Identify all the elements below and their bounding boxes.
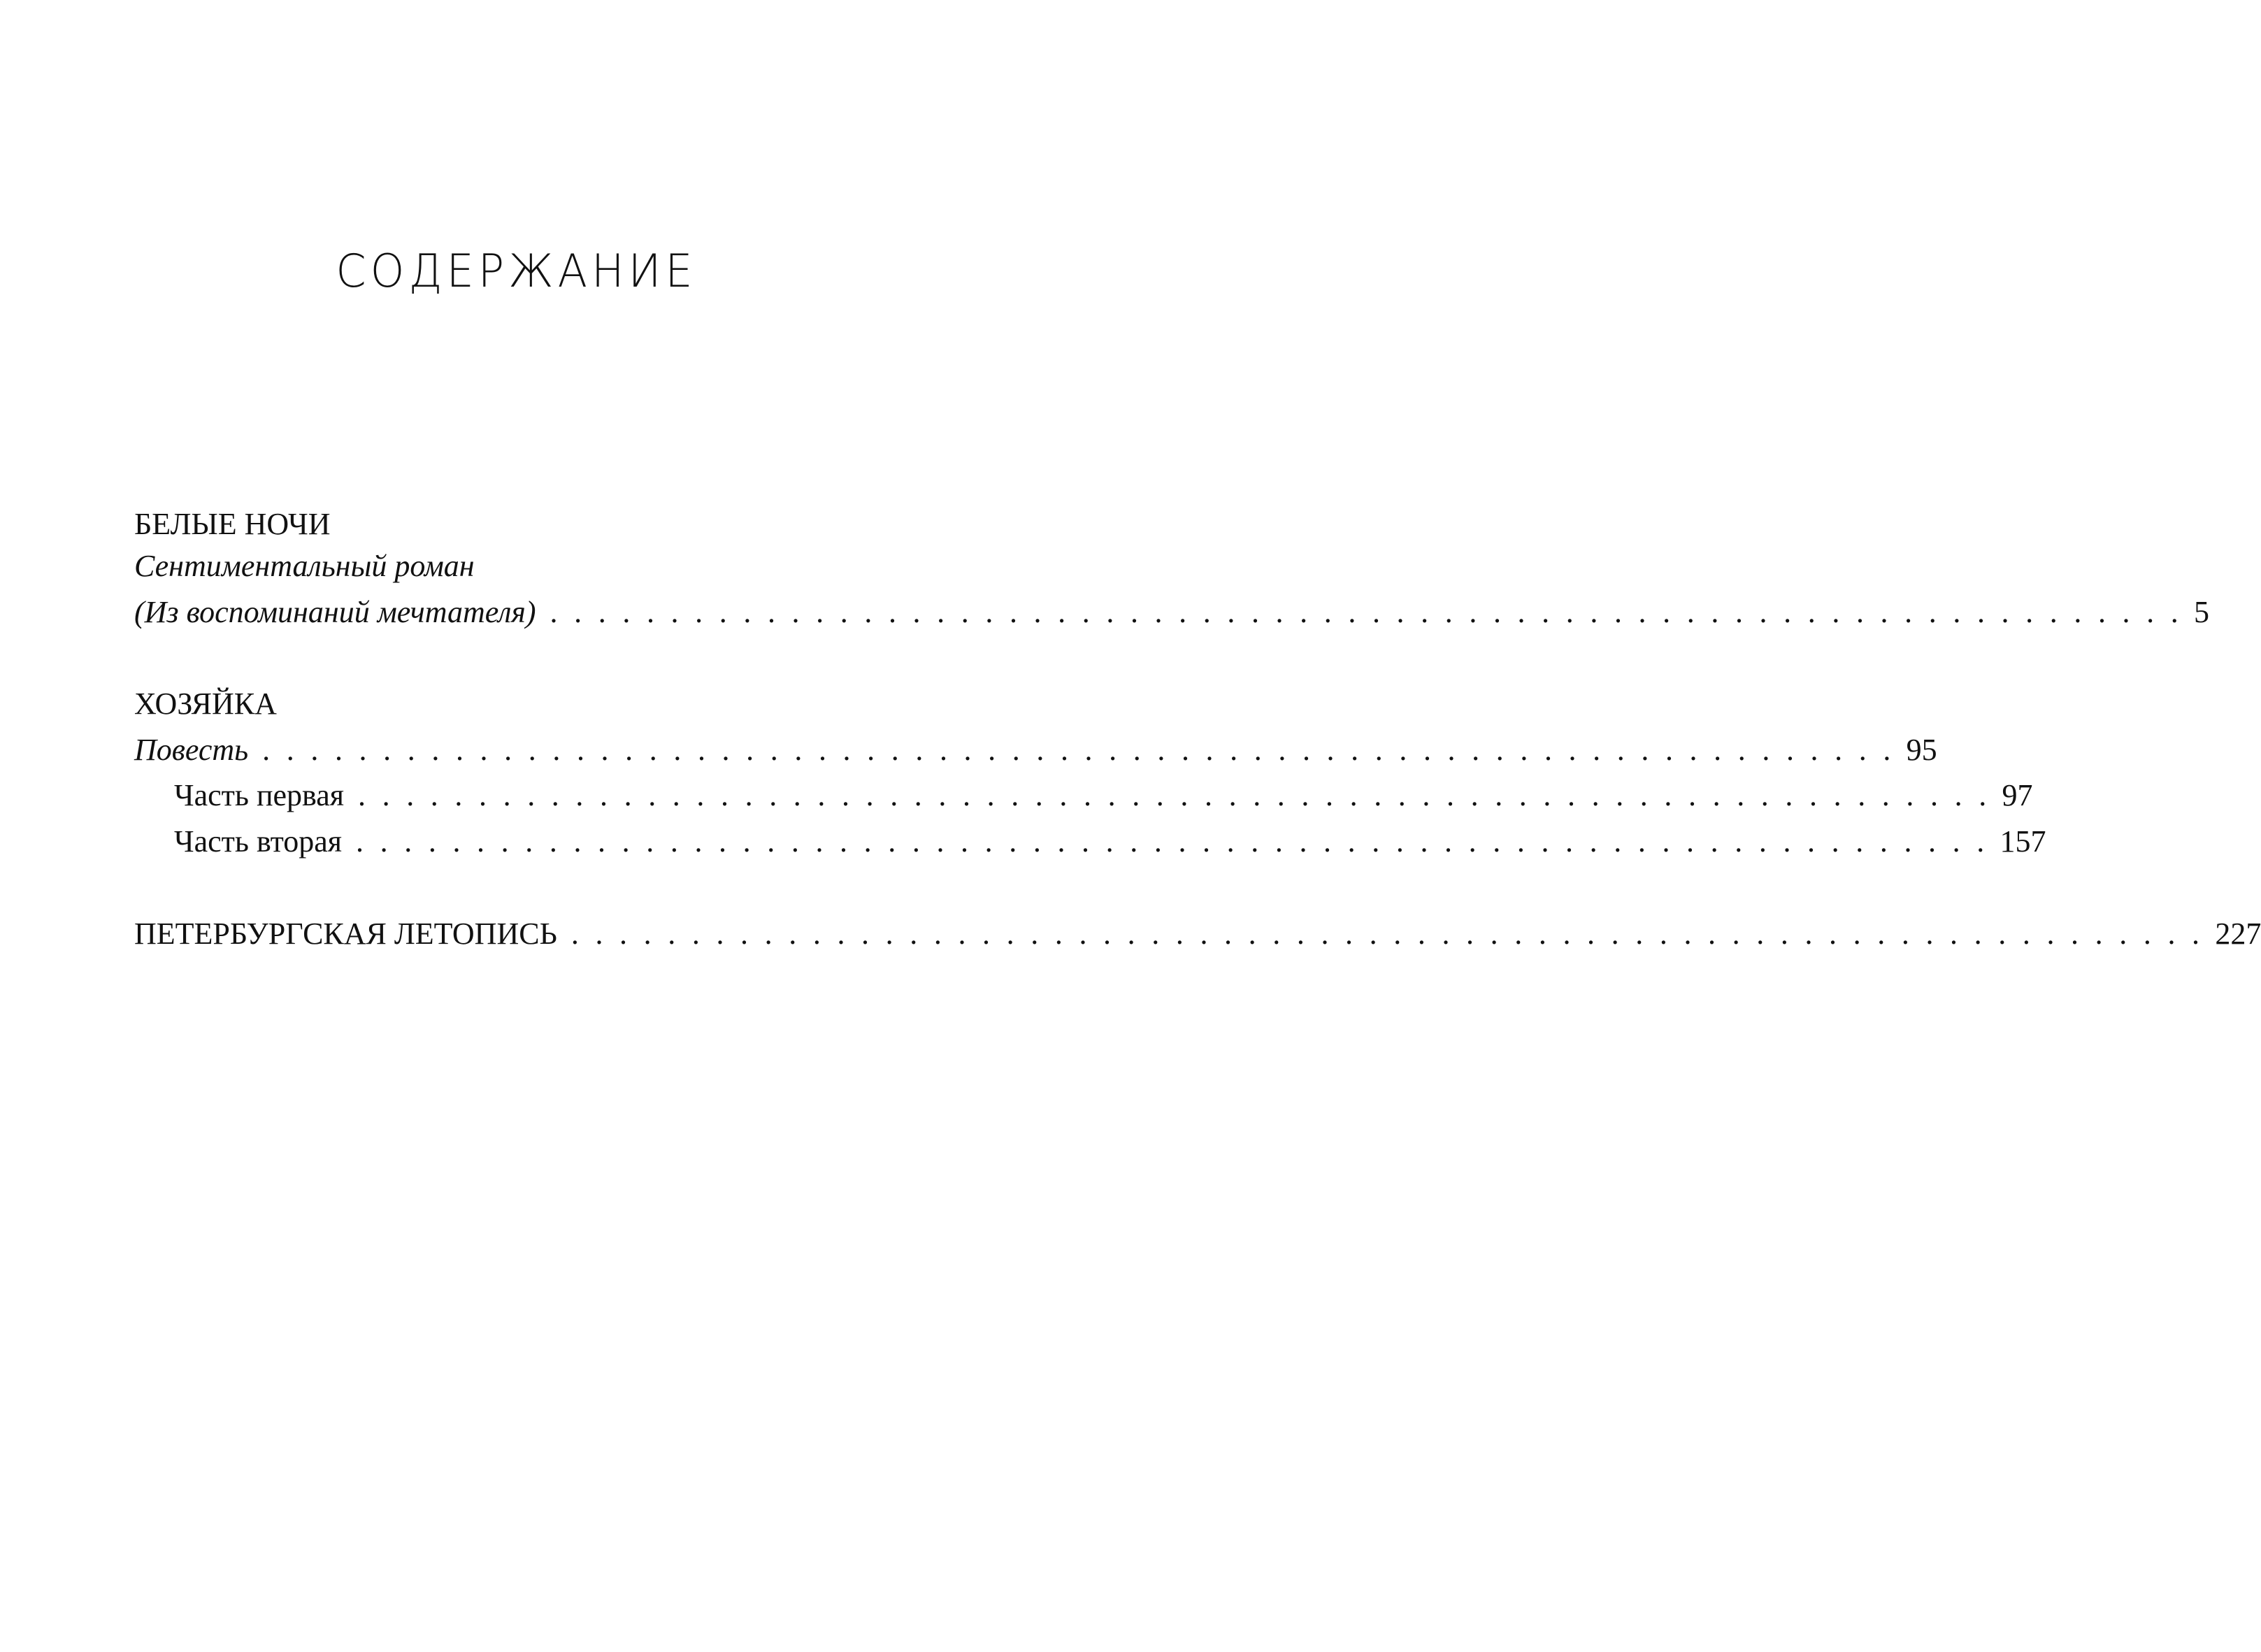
toc-entry-white-nights-title (134, 503, 900, 545)
toc-entry-landlady-part-2 (134, 821, 2046, 863)
toc-entry-landlady-title (134, 683, 900, 725)
page-title: СОДЕРЖАНИЕ (336, 244, 697, 298)
page-number: 5 (2194, 595, 2210, 629)
page-number: 97 (2002, 778, 2033, 812)
toc-entry-subtitle: (Из воспоминаний мечтателя) (134, 595, 536, 629)
toc-entry-title: БЕЛЫЕ НОЧИ (134, 507, 331, 541)
toc-entry-title: ПЕТЕРБУРГСКАЯ ЛЕТОПИСЬ (134, 917, 557, 951)
toc-part-label: Часть вторая (174, 824, 343, 859)
toc-entry-landlady-part-1 (134, 775, 2033, 817)
dot-leader: . . . . . . . . . . . . . . . . . . . . . . . . . . . . . . . . . . . . . . . . . . . . . . . . . . . . . . . . . . . . . . . . . . . . (262, 733, 1895, 767)
page-number: 157 (2000, 824, 2046, 859)
dot-leader: . . . . . . . . . . . . . . . . . . . . . . . . . . . . . . . . . . . . . . . . . . . . . . . . . . . . . . . . . . . . . . . . . . . . (550, 595, 2183, 629)
toc-entry-landlady-subtitle (134, 729, 1937, 771)
toc-entry-white-nights-subtitle (134, 545, 900, 587)
page-number: 227 (2215, 917, 2261, 951)
toc-entry-subtitle: Повесть (134, 733, 249, 767)
toc-part-label: Часть первая (174, 778, 344, 812)
toc-entry-white-nights-line (134, 591, 2210, 633)
dot-leader: . . . . . . . . . . . . . . . . . . . . . . . . . . . . . . . . . . . . . . . . . . . . . . . . . . . . . . . . . . . . . . . . . . . . (356, 824, 1989, 859)
dot-leader: . . . . . . . . . . . . . . . . . . . . . . . . . . . . . . . . . . . . . . . . . . . . . . . . . . . . . . . . . . . . . . . . . . . . (570, 917, 2204, 951)
toc-entry-subtitle: Сентиментальный роман (134, 549, 475, 583)
toc-entry-title: ХОЗЯЙКА (134, 687, 277, 721)
dot-leader: . . . . . . . . . . . . . . . . . . . . . . . . . . . . . . . . . . . . . . . . . . . . . . . . . . . . . . . . . . . . . . . . . . . . (358, 778, 1991, 812)
page-number: 95 (1906, 733, 1937, 767)
toc-entry-chronicle (134, 913, 2261, 955)
